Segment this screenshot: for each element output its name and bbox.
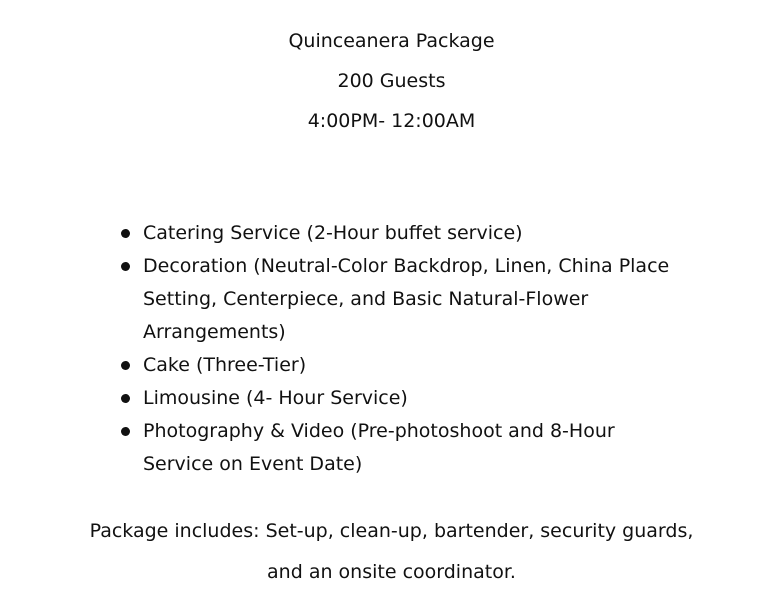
feature-item-cake	[143, 349, 743, 382]
event-time: 4:00PM- 12:00AM	[307, 110, 476, 132]
feature-line: Decoration (Neutral-Color Backdrop, Linen, China Place	[143, 255, 670, 277]
feature-line: Service on Event Date)	[143, 453, 363, 475]
bullet-icon	[121, 262, 130, 271]
bullet-icon	[121, 361, 130, 370]
feature-line: Catering Service (2-Hour buffet service)	[143, 222, 523, 244]
feature-item-decoration	[143, 250, 743, 349]
package-includes-note	[0, 511, 783, 593]
bullet-icon	[121, 394, 130, 403]
feature-item-photography	[143, 415, 743, 481]
bullet-icon	[121, 427, 130, 436]
package-title: Quinceanera Package	[288, 30, 495, 52]
note-line: Package includes: Set-up, clean-up, bartender, security guards,	[89, 520, 694, 542]
feature-line: Photography & Video (Pre-photoshoot and 8-Hour	[143, 420, 615, 442]
feature-line: Limousine (4- Hour Service)	[143, 387, 408, 409]
feature-item-limousine	[143, 382, 743, 415]
feature-line: Cake (Three-Tier)	[143, 354, 307, 376]
feature-line: Arrangements)	[143, 321, 286, 343]
note-line: and an onsite coordinator.	[267, 561, 516, 583]
bullet-icon	[121, 229, 130, 238]
package-header	[0, 23, 783, 143]
package-features-list	[143, 217, 743, 481]
feature-item-catering	[143, 217, 743, 250]
feature-line: Setting, Centerpiece, and Basic Natural-Flower	[143, 288, 589, 310]
guest-count: 200 Guests	[337, 70, 446, 92]
